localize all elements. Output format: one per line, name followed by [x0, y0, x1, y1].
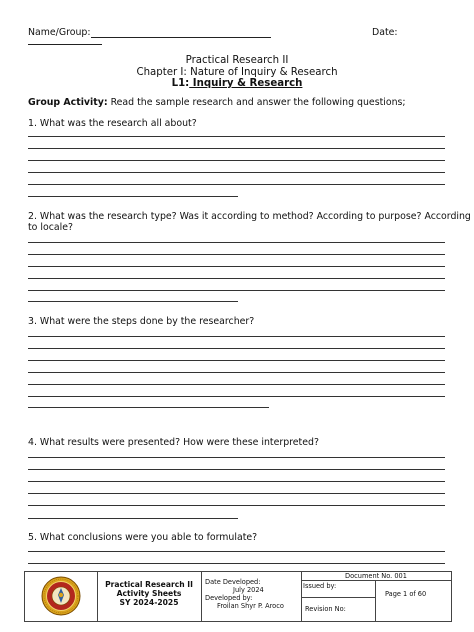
answer-line[interactable] — [28, 254, 445, 255]
answer-line[interactable] — [28, 301, 238, 302]
doc-control-cell — [301, 572, 451, 621]
answer-line[interactable] — [28, 481, 445, 482]
name-group-blank[interactable] — [91, 37, 271, 38]
answer-line[interactable] — [28, 242, 445, 243]
lesson-title — [0, 78, 474, 89]
school-seal-icon — [41, 576, 81, 616]
date-developed-value: July 2024 — [233, 586, 264, 594]
doc-number-row — [301, 572, 451, 581]
footer-sheet-type: Activity Sheets — [116, 589, 182, 598]
lesson-prefix: L1: — [171, 78, 190, 89]
answer-line[interactable] — [28, 160, 445, 161]
name-group-label: Name/Group: — [28, 27, 91, 38]
issue-cell — [301, 581, 376, 621]
developer-name: Froilan Shyr P. Aroco — [217, 602, 284, 610]
answer-line[interactable] — [28, 563, 445, 564]
date-blank[interactable] — [28, 44, 102, 45]
document-number: Document No. 001 — [345, 572, 407, 580]
issue-divider — [301, 597, 375, 598]
answer-line[interactable] — [28, 266, 445, 267]
question-2: 2. What was the research type? Was it according to method? According to purpose? According — [28, 211, 471, 222]
instructions-label: Group Activity: — [28, 97, 108, 108]
answer-line[interactable] — [28, 372, 445, 373]
lesson-name: Inquiry & Research — [189, 78, 303, 89]
answer-line[interactable] — [28, 290, 445, 291]
question-1: 1. What was the research all about? — [28, 118, 197, 129]
answer-line[interactable] — [28, 348, 445, 349]
answer-line[interactable] — [28, 551, 445, 552]
answer-line[interactable] — [28, 184, 445, 185]
question-2-continued: to locale? — [28, 222, 73, 233]
answer-line[interactable] — [28, 493, 445, 494]
answer-line[interactable] — [28, 518, 238, 519]
logo-cell — [25, 572, 98, 621]
developed-by-label: Developed by: — [205, 594, 253, 602]
answer-line[interactable] — [28, 136, 445, 137]
question-3: 3. What were the steps done by the researcher? — [28, 316, 255, 327]
answer-line[interactable] — [28, 148, 445, 149]
answer-line[interactable] — [28, 407, 269, 408]
subject-title: Practical Research II — [185, 55, 289, 66]
question-4: 4. What results were presented? How were these interpreted? — [28, 437, 319, 448]
instructions — [28, 97, 406, 109]
answer-line[interactable] — [28, 384, 445, 385]
answer-line[interactable] — [28, 360, 445, 361]
course-cell — [97, 572, 202, 621]
issued-by-label: Issued by: — [303, 582, 337, 590]
answer-line[interactable] — [28, 278, 445, 279]
instructions-text: Read the sample research and answer the following questions; — [107, 97, 406, 108]
answer-line[interactable] — [28, 457, 445, 458]
question-5: 5. What conclusions were you able to formulate? — [28, 532, 258, 543]
date-developed-label: Date Developed: — [205, 578, 261, 586]
development-cell — [201, 572, 302, 621]
chapter-title: Chapter I: Nature of Inquiry & Research — [136, 67, 338, 78]
answer-line[interactable] — [28, 396, 445, 397]
revision-label: Revision No: — [305, 605, 346, 613]
date-label: Date: — [372, 27, 398, 38]
footer-course-title: Practical Research II — [105, 580, 193, 589]
page-indicator: Page 1 of 60 — [385, 590, 427, 598]
answer-line[interactable] — [28, 336, 445, 337]
footer-school-year: SY 2024-2025 — [119, 598, 179, 607]
answer-line[interactable] — [28, 505, 445, 506]
answer-line[interactable] — [28, 469, 445, 470]
document-footer — [24, 571, 452, 622]
answer-line[interactable] — [28, 196, 238, 197]
answer-line[interactable] — [28, 172, 445, 173]
